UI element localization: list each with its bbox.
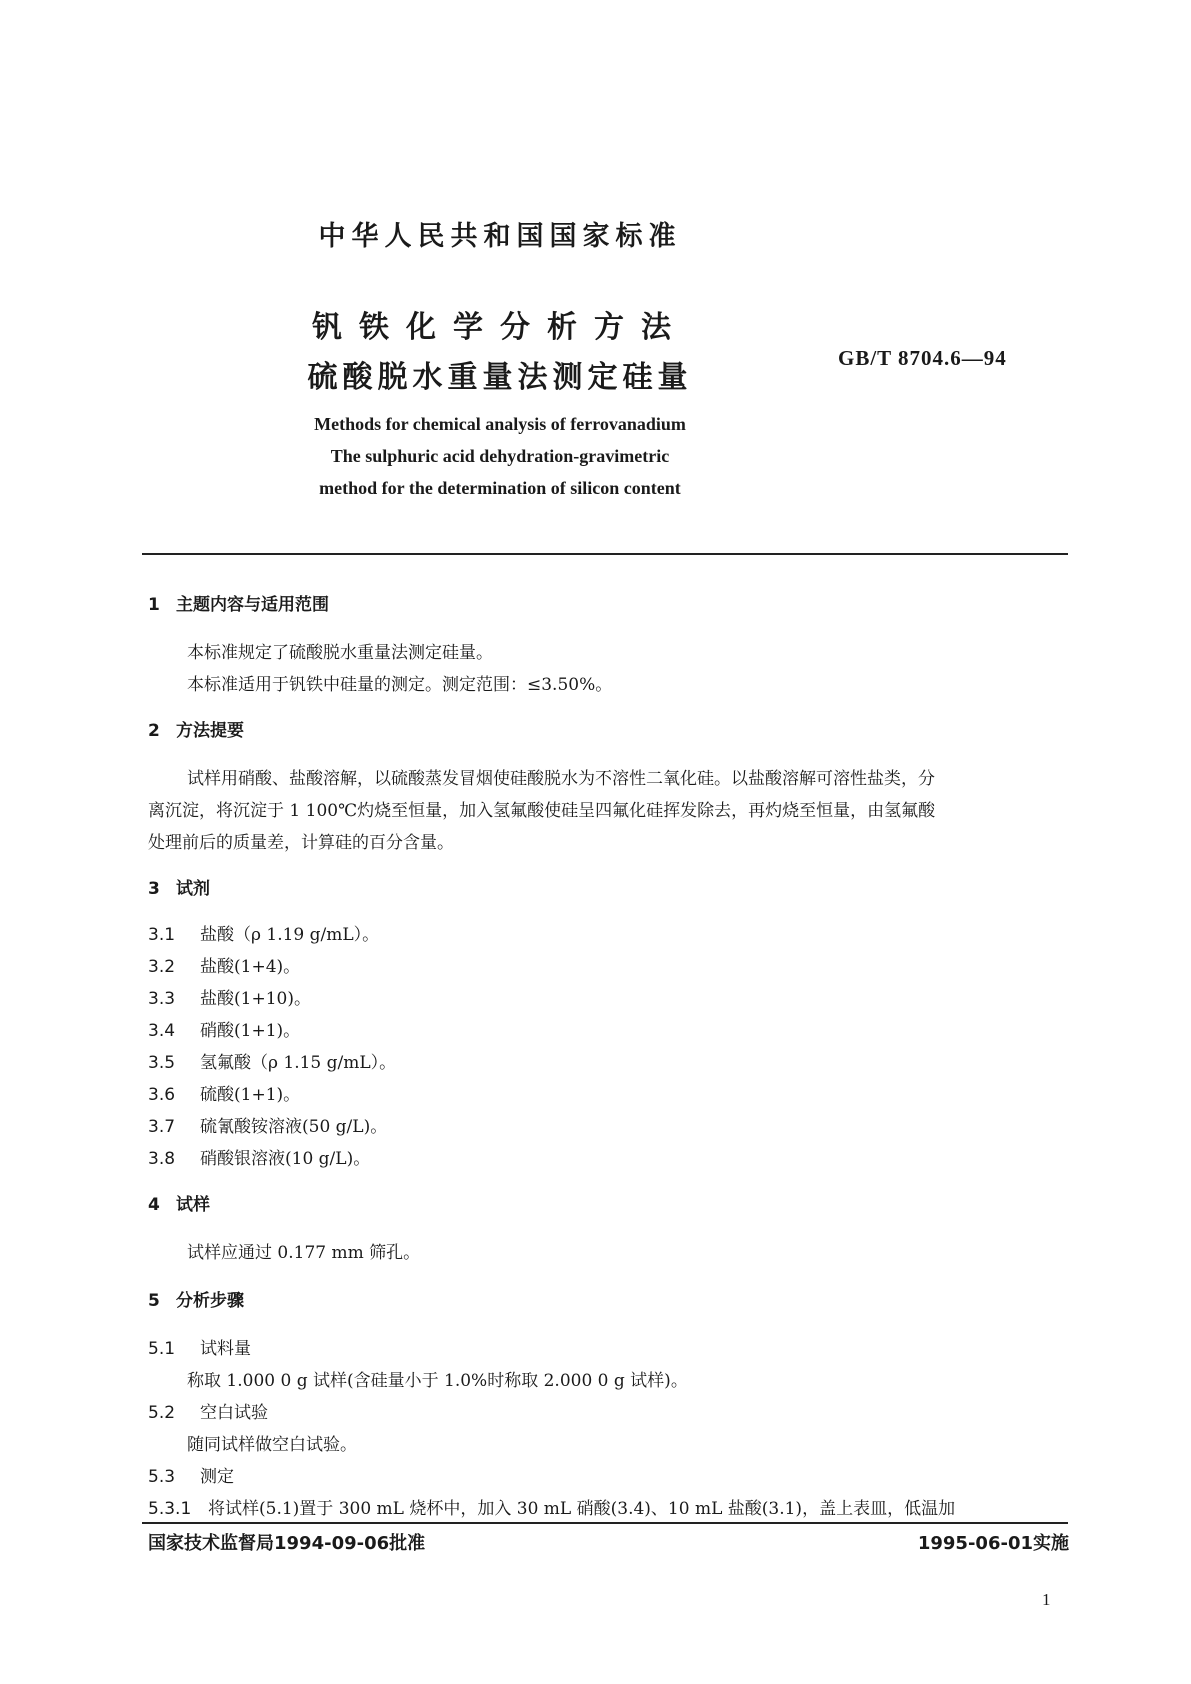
item-text: 空白试验 xyxy=(200,1403,268,1423)
section-1-paragraph-1: 本标准规定了硫酸脱水重量法测定硅量。 xyxy=(187,643,493,663)
item-number: 3.2 xyxy=(148,957,176,977)
item-number: 3.5 xyxy=(148,1053,176,1073)
item-number: 5.3 xyxy=(148,1467,176,1487)
section-title: 分析步骤 xyxy=(176,1291,244,1311)
item-number: 3.7 xyxy=(148,1117,176,1137)
section-2-line-1: 试样用硝酸、盐酸溶解，以硫酸蒸发冒烟使硅酸脱水为不溶性二氧化硅。以盐酸溶解可溶性盐类，分 xyxy=(187,769,935,789)
subsection-5-3-heading xyxy=(148,1462,234,1487)
subsection-5-2-heading xyxy=(148,1398,268,1423)
item-number: 3.4 xyxy=(148,1021,176,1041)
reagent-item xyxy=(148,1144,370,1169)
section-title: 试剂 xyxy=(176,879,210,899)
english-title-line3: method for the determination of silicon content xyxy=(319,478,681,498)
item-text: 硝酸银溶液(10 g/L)。 xyxy=(200,1149,371,1169)
section-number: 2 xyxy=(148,721,160,741)
section-4-paragraph: 试样应通过 0.177 mm 筛孔。 xyxy=(187,1243,421,1263)
english-title-line2: The sulphuric acid dehydration-gravimetric xyxy=(330,446,670,466)
reagent-item xyxy=(148,984,311,1009)
item-number: 5.3.1 xyxy=(148,1499,192,1519)
item-text: 硝酸(1+1)。 xyxy=(200,1021,301,1041)
document-title-line1: 钒铁化学分析方法 xyxy=(312,310,688,345)
section-number: 3 xyxy=(148,879,160,899)
item-text: 盐酸(1+10)。 xyxy=(200,989,311,1009)
subsection-5-1-heading xyxy=(148,1334,251,1359)
section-3-heading xyxy=(148,874,210,899)
reagent-item xyxy=(148,1112,387,1137)
subsection-5-1-text: 称取 1.000 0 g 试样(含硅量小于 1.0%时称取 2.000 0 g 试样)。 xyxy=(187,1371,688,1391)
item-number: 3.6 xyxy=(148,1085,176,1105)
section-title: 主题内容与适用范围 xyxy=(176,595,329,615)
item-number: 3.3 xyxy=(148,989,176,1009)
english-title-line1: Methods for chemical analysis of ferrovanadium xyxy=(314,414,686,434)
section-number: 5 xyxy=(148,1291,160,1311)
section-2-line-2: 离沉淀，将沉淀于 1 100℃灼烧至恒量，加入氢氟酸使硅呈四氟化硅挥发除去，再灼烧至恒量，由氢氟酸 xyxy=(148,801,936,821)
reagent-item xyxy=(148,1048,396,1073)
subsection-5-2-text: 随同试样做空白试验。 xyxy=(187,1435,357,1455)
section-2-heading xyxy=(148,716,244,741)
item-number: 5.1 xyxy=(148,1339,176,1359)
reagent-item xyxy=(148,1016,300,1041)
item-text: 将试样(5.1)置于 300 mL 烧杯中，加入 30 mL 硝酸(3.4)、10 mL 盐酸(3.1)，盖上表皿，低温加 xyxy=(208,1499,956,1519)
item-text: 测定 xyxy=(200,1467,234,1487)
reagent-item xyxy=(148,1080,300,1105)
item-text: 盐酸（ρ 1.19 g/mL）。 xyxy=(200,925,380,945)
subsection-5-3-1 xyxy=(148,1494,955,1519)
section-1-heading xyxy=(148,590,329,615)
section-2-line-3: 处理前后的质量差，计算硅的百分含量。 xyxy=(148,833,454,853)
item-text: 硫酸(1+1)。 xyxy=(200,1085,301,1105)
item-number: 3.1 xyxy=(148,925,176,945)
country-standard-title: 中华人民共和国国家标准 xyxy=(318,221,682,252)
section-5-heading xyxy=(148,1286,244,1311)
page-number: 1 xyxy=(1042,1590,1051,1609)
item-text: 试料量 xyxy=(200,1339,251,1359)
item-text: 盐酸(1+4)。 xyxy=(200,957,301,977)
item-text: 氢氟酸（ρ 1.15 g/mL）。 xyxy=(200,1053,397,1073)
section-title: 试样 xyxy=(176,1195,210,1215)
approval-date: 国家技术监督局1994-09-06批准 xyxy=(148,1533,426,1554)
item-text: 硫氰酸铵溶液(50 g/L)。 xyxy=(200,1117,388,1137)
reagent-item xyxy=(148,952,300,977)
section-number: 1 xyxy=(148,595,160,615)
item-number: 3.8 xyxy=(148,1149,176,1169)
item-number: 5.2 xyxy=(148,1403,176,1423)
document-title-line2: 硫酸脱水重量法测定硅量 xyxy=(307,360,693,395)
section-4-heading xyxy=(148,1190,210,1215)
section-title: 方法提要 xyxy=(176,721,244,741)
effective-date: 1995-06-01实施 xyxy=(917,1533,1069,1554)
section-number: 4 xyxy=(148,1195,160,1215)
reagent-item xyxy=(148,920,379,945)
section-1-paragraph-2: 本标准适用于钒铁中硅量的测定。测定范围：≤3.50%。 xyxy=(187,675,613,695)
header-divider xyxy=(142,553,1068,555)
standard-code: GB/T 8704.6—94 xyxy=(838,346,1007,370)
footer-divider xyxy=(142,1522,1068,1524)
